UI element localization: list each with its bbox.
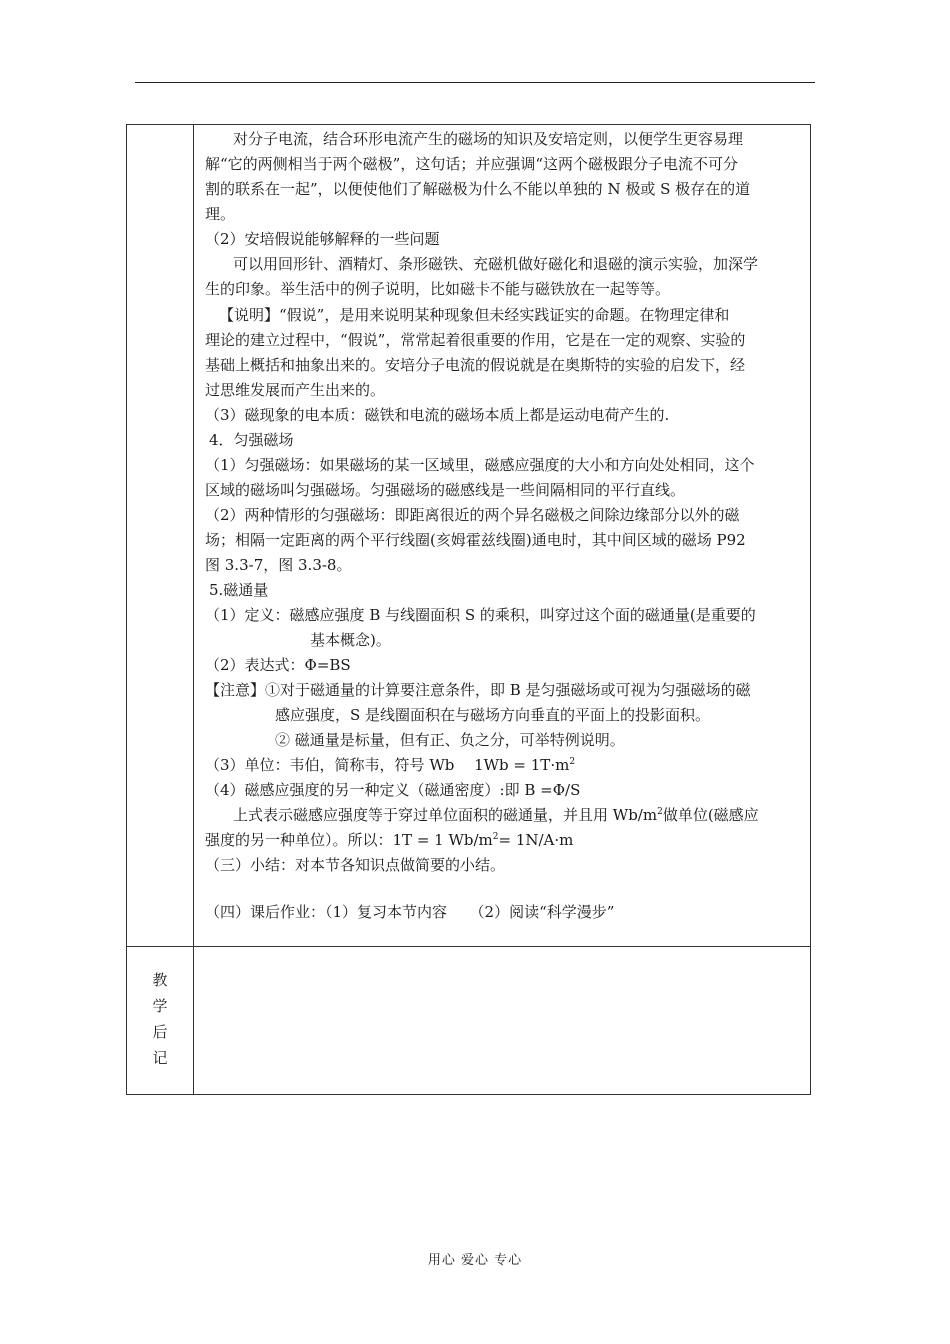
- text-line: 基本概念)。: [310, 631, 391, 649]
- label-char: 后: [152, 1023, 168, 1041]
- text-line: 对分子电流，结合环形电流产生的磁场的知识及安培定则，以便学生更容易理: [233, 130, 744, 148]
- section-heading: 5.磁通量: [209, 581, 269, 599]
- text-line: 基础上概括和抽象出来的。安培分子电流的假说就是在奥斯特的实验的启发下，经: [205, 356, 746, 374]
- label-char: 学: [152, 997, 168, 1015]
- text-line: ② 磁通量是标量，但有正、负之分，可举特例说明。: [275, 731, 625, 749]
- text-line: 理。: [205, 205, 236, 223]
- label-char: 记: [152, 1049, 168, 1067]
- unit-line: 强度的另一种单位）。所以：1T = 1 $Wb/m^2= 1N/A\cdot m$: [205, 831, 574, 849]
- homework-line: （四）课后作业：（1）复习本节内容 （2）阅读“科学漫步”: [205, 903, 615, 921]
- column-divider: [193, 125, 194, 1094]
- teaching-notes-label: [127, 967, 193, 1071]
- text-line: 过思维发展而产生出来的。: [205, 381, 386, 399]
- text-line: 解“它的两侧相当于两个磁极”，这句话；并应强调“这两个磁极跟分子电流不可分: [205, 155, 739, 173]
- text-line: 图 3.3-7，图 3.3-8。: [205, 556, 352, 574]
- text-line: （3）磁现象的电本质：磁铁和电流的磁场本质上都是运动电荷产生的.: [205, 406, 670, 424]
- text-line: （2）安培假说能够解释的一些问题: [205, 230, 440, 248]
- text-line: 可以用回形针、酒精灯、条形磁铁、充磁机做好磁化和退磁的演示实验，加深学: [233, 255, 759, 273]
- text-line: （2）两种情形的匀强磁场：即距离很近的两个异名磁极之间除边缘部分以外的磁: [205, 506, 740, 524]
- text-line: 感应强度，S 是线圈面积在与磁场方向垂直的平面上的投影面积。: [275, 706, 711, 724]
- section-heading: 4．匀强磁场: [209, 431, 294, 449]
- text-line: （4）磁感应强度的另一种定义（磁通密度）:即 B =Φ/S: [205, 781, 581, 799]
- summary-line: （三）小结：对本节各知识点做简要的小结。: [205, 856, 506, 874]
- lesson-table: [126, 124, 811, 1095]
- row-divider: [127, 946, 810, 947]
- text-line: 场；相隔一定距离的两个平行线圈(亥姆霍兹线圈)通电时，其中间区域的磁场 P92: [205, 531, 746, 549]
- text-line: （1）定义：磁感应强度 B 与线圈面积 S 的乘积，叫穿过这个面的磁通量(是重要的: [205, 606, 756, 624]
- text-line: 割的联系在一起”，以便使他们了解磁极为什么不能以单独的 N 极或 S 极存在的道: [205, 180, 751, 198]
- unit-line: （3）单位：韦伯，简称韦，符号 Wb $1Wb = 1T\cdot m^2$: [205, 756, 576, 774]
- text-line: 【说明】“假说”，是用来说明某种现象但未经实践证实的命题。在物理定律和: [219, 306, 730, 324]
- text-line: 生的印象。举生活中的例子说明，比如磁卡不能与磁铁放在一起等等。: [205, 280, 671, 298]
- text-line: （2）表达式：Φ=BS: [205, 656, 351, 674]
- header-rule: [135, 82, 815, 83]
- text-line: 理论的建立过程中，“假说”，常常起着很重要的作用，它是在一定的观察、实验的: [205, 331, 746, 349]
- label-char: 教: [152, 971, 168, 989]
- page-footer: 用心 爱心 专心: [427, 1253, 523, 1268]
- text-line: 【注意】①对于磁通量的计算要注意条件，即 B 是匀强磁场或可视为匀强磁场的磁: [205, 681, 751, 699]
- text-line: （1）匀强磁场：如果磁场的某一区域里，磁感应强度的大小和方向处处相同，这个: [205, 456, 755, 474]
- text-line: 区域的磁场叫匀强磁场。匀强磁场的磁感线是一些间隔相同的平行直线。: [205, 481, 686, 499]
- unit-line: 上式表示磁感应强度等于穿过单位面积的磁通量，并且用 $Wb/m^2$做单位(磁感应: [233, 806, 759, 824]
